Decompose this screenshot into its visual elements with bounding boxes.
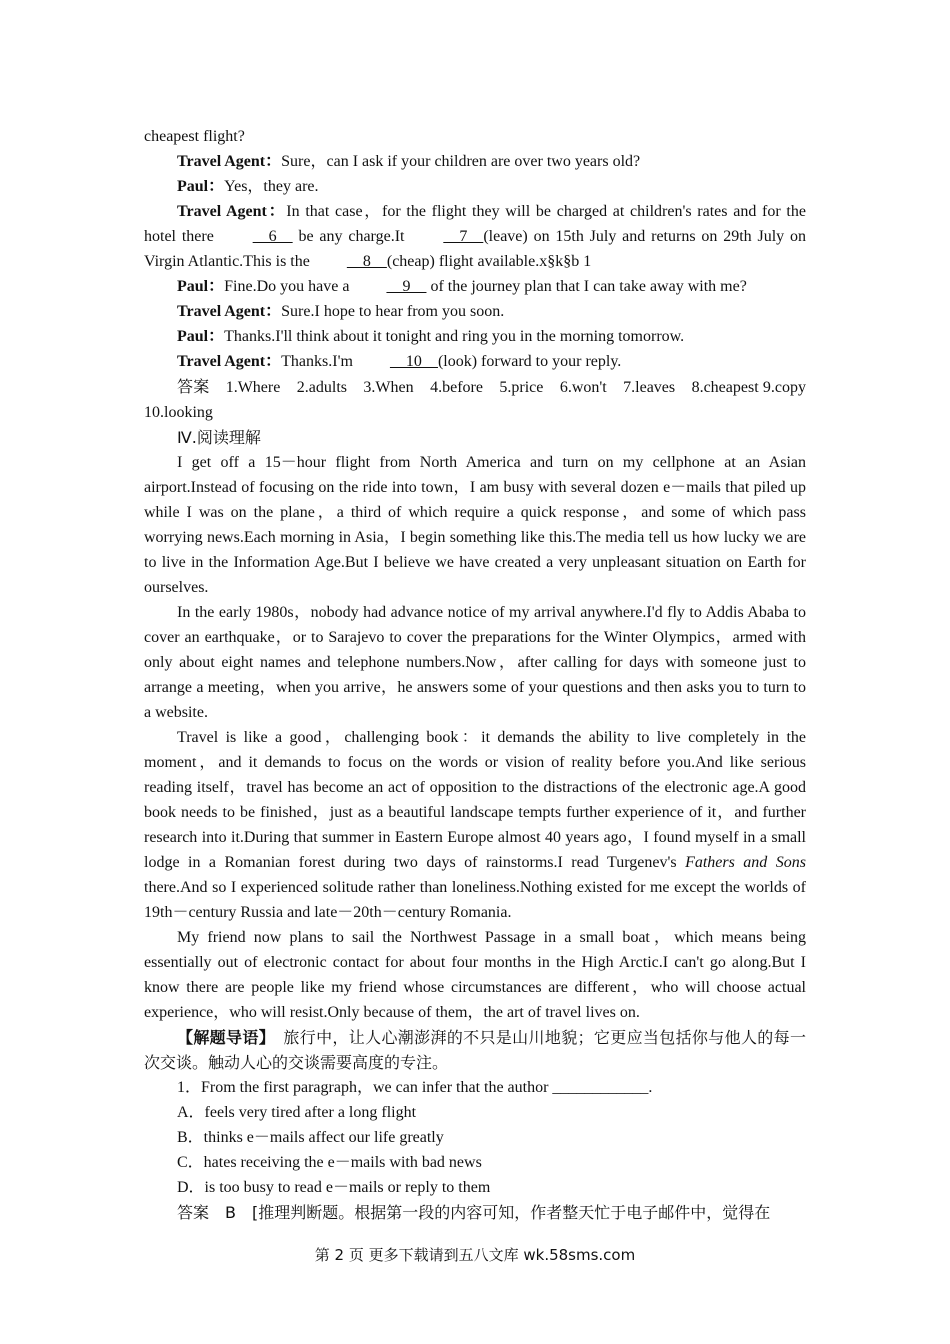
q1-answer: [144, 1200, 806, 1226]
section-title: Ⅳ.阅读理解: [177, 428, 261, 447]
speaker: Paul: [177, 178, 209, 195]
speaker: Travel Agent: [177, 353, 266, 370]
guide-text: 旅行中，让人心潮澎湃的不只是山川地貌；它更应当包括你与他人的每一次交谈。触动人心的交谈需要高度的专注。: [144, 1028, 806, 1072]
dialog-intro: cheapest flight?: [144, 128, 245, 145]
line-text: Sure，can I ask if your children are over two years old?: [281, 153, 641, 170]
blank-8: 8: [346, 253, 387, 270]
option-a: A．feels very tired after a long flight: [177, 1104, 417, 1121]
option-c: C．hates receiving the e－mails with bad news: [177, 1154, 482, 1171]
line-text: Yes，they are.: [224, 178, 319, 195]
passage-paragraph-3: Travel is like a good，challenging book：it demands the ability to live completely in the moment，and it demands to focus on the words or vision of reality before you.And like serious reading itself，travel has become an act of opposition to the distractions of the electronic age.A good book needs to be finished，just as a beautiful landscape tempts further experience of it，and further research into it.During that summer in Eastern Europe almost 40 years ago，I found myself in a small lodge in a Romanian forest during two days of rainstorms.I read Turgenev's Fathers and Sons there.And so I experienced solitude rather than loneliness.Nothing existed for me except the worlds of 19th－century Russia and late－20th－century Romania.: [144, 729, 807, 921]
dialog-line-5: Travel Agent：Sure.I hope to hear from you soon.: [177, 303, 505, 320]
answer-label: 答案: [177, 377, 210, 396]
speaker: Paul: [177, 328, 209, 345]
document-body: [144, 124, 822, 1226]
blank-7: 7: [443, 228, 484, 245]
dialog-line-4: Paul：Fine.Do you have a 9 of the journey plan that I can take away with me?: [144, 274, 806, 299]
speaker: Travel Agent: [177, 203, 267, 220]
page-footer: 第 2 页 更多下载请到五八文库 wk.58sms.com: [314, 1246, 636, 1264]
guide: [144, 1025, 806, 1075]
blank-10: 10: [389, 353, 438, 370]
dialog-line-2: Paul：Yes，they are.: [177, 178, 319, 195]
dialog-line-7: Travel Agent：Thanks.I'm 10 (look) forward to your reply.: [144, 349, 806, 374]
blank-6: 6: [252, 228, 293, 245]
blank-9: 9: [386, 278, 427, 295]
answer-key: [144, 374, 822, 425]
speaker: Travel Agent: [177, 153, 266, 170]
speaker: Travel Agent: [177, 303, 266, 320]
line-text: Sure.I hope to hear from you soon.: [281, 303, 505, 320]
guide-label: 【解题导语】: [177, 1028, 268, 1047]
answers: 1.Where 2.adults 3.When 4.before 5.price 6.won't 7.leaves 8.cheapest 9.copy 10.looking: [144, 379, 822, 421]
passage-paragraph-2: In the early 1980s，nobody had advance notice of my arrival anywhere.I'd fly to Addis Ababa to cover an earthquake，or to Sarajevo to cover the preparations for the Winter Olympics，armed with only about eight names and telephone numbers.Now，after calling for days with someone just to arrange a meeting，when you arrive，he answers some of your questions and then asks you to turn to a website.: [144, 604, 806, 721]
dialog-line-6: Paul：Thanks.I'll think about it tonight and ring you in the morning tomorrow.: [177, 328, 685, 345]
q1-answer-label: 答案: [177, 1203, 210, 1222]
passage-paragraph-1: I get off a 15－hour flight from North America and turn on my cellphone at an Asian airport.Instead of focusing on the ride into town，I am busy with several dozen e－mails that piled up while I was on the plane，a third of which require a quick response，and some of which pass worrying news.Each morning in Asia，I begin something like this.The media tell us how lucky we are to live in the Information Age.But I believe we have created a very unpleasant situation on Earth for ourselves.: [144, 454, 806, 596]
book-title: Fathers and Sons: [685, 854, 807, 871]
option-b: B．thinks e－mails affect our life greatly: [177, 1129, 444, 1146]
question-stem: 1．From the first paragraph，we can infer that the author ____________.: [177, 1079, 653, 1096]
passage-paragraph-4: My friend now plans to sail the Northwest Passage in a small boat，which means being essentially out of electronic contact for about four months in the High Arctic.I can't go along.But I know there are people like my friend whose circumstances are different，who will choose actual experience，who will resist.Only because of them，the art of travel lives on.: [144, 929, 806, 1021]
dialog-line-3: Travel Agent：In that case，for the flight they will be charged at children's rates and for the hotel there 6 be any charge.It 7 (leave) on 15th July and returns on 29th July on Virgin Atlantic.This is the 8 (cheap) flight available.x§k§b 1: [144, 199, 806, 274]
q1-answer-text: B [推理判断题。根据第一段的内容可知，作者整天忙于电子邮件中，觉得在: [209, 1203, 771, 1222]
line-text: Thanks.I'll think about it tonight and ring you in the morning tomorrow.: [224, 328, 685, 345]
speaker: Paul: [177, 278, 209, 295]
option-d: D．is too busy to read e－mails or reply to them: [177, 1179, 491, 1196]
dialog-line-1: Travel Agent：Sure，can I ask if your children are over two years old?: [177, 153, 641, 170]
